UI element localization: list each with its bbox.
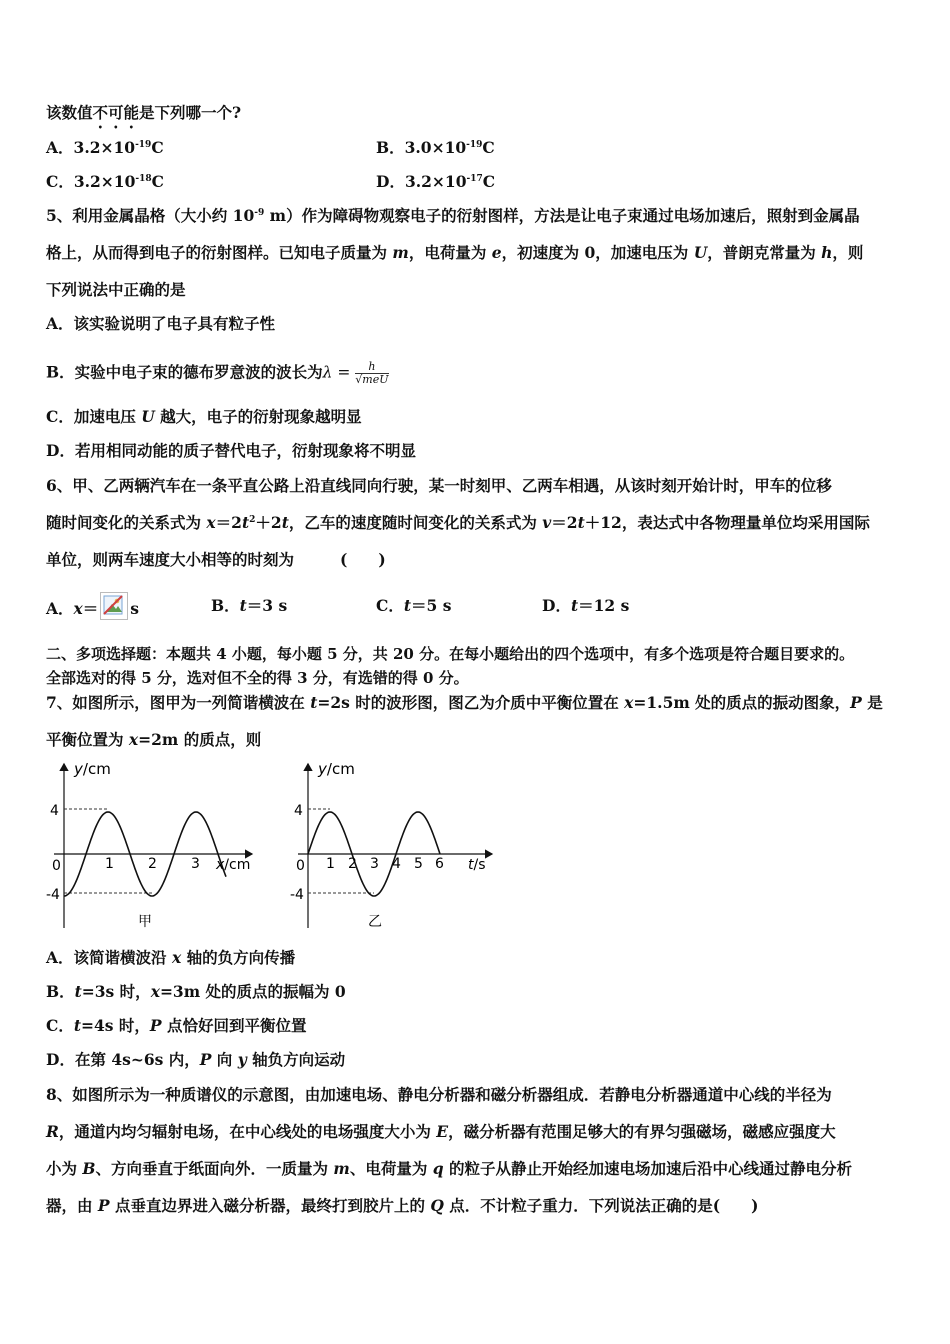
emphasis-dots: 不可能	[92, 103, 140, 122]
q4-option-c: C．$3.2\times 10^{-18}C$	[46, 172, 164, 191]
q7-stem-line1: 7、如图所示，图甲为一列简谐横波在 t=2s 时的波形图，图乙为介质中平衡位置在 x=1.5m 处的质点的振动图象，P 是	[46, 693, 883, 712]
section2-heading-line1: 二、多项选择题：本题共 4 小题，每小题 5 分，共 20 分。在每小题给出的四个选项中，有多个选项是符合题目要求的。	[46, 645, 855, 663]
q7-option-c: C．t=4s 时，P 点恰好回到平衡位置	[46, 1016, 307, 1035]
y-axis-label: y/cm	[74, 760, 111, 778]
t-tick-5: 5	[414, 856, 423, 872]
q5-stem-line1: 5、利用金属晶格（大小约 $10^{-9}$ m）作为障碍物观察电子的衍射图样，方法是让电子束通过电场加速后，照射到金属晶	[46, 206, 860, 225]
t-tick-1: 1	[326, 856, 335, 872]
q8-stem-line4: 器，由 P 点垂直边界进入磁分析器，最终打到胶片上的 Q 点．不计粒子重力．下列说法正确的是( )	[46, 1196, 759, 1215]
q6-stem-line2: 随时间变化的关系式为 $x=2t^2+2t$，乙车的速度随时间变化的关系式为 v＝2t＋12，表达式中各物理量单位均采用国际	[46, 513, 870, 532]
q5-stem-line3: 下列说法中正确的是	[46, 280, 186, 299]
wavelength-formula: $\frac{h}{\text{√meU}}$	[355, 360, 389, 386]
y-tick-4: 4	[50, 803, 59, 819]
q6-option-b: B．t＝3 s	[211, 596, 288, 615]
q7-option-a: A．该简谐横波沿 x 轴的负方向传播	[46, 948, 296, 967]
x-axis-label: x/cm	[216, 857, 251, 873]
graph-caption: 甲	[138, 914, 152, 930]
wave-graph-jia	[44, 758, 264, 938]
t-tick-4: 4	[392, 856, 401, 872]
q6-stem-line1: 6、甲、乙两辆汽车在一条平直公路上沿直线同向行驶，某一时刻甲、乙两车相遇，从该时刻开始计时，甲车的位移	[46, 476, 832, 495]
q4-option-a: A．$3.2\times 10^{-19}C$	[46, 138, 164, 157]
q8-stem-line1: 8、如图所示为一种质谱仪的示意图，由加速电场、静电分析器和磁分析器组成．若静电分析器通道中心线的半径为	[46, 1085, 832, 1104]
x-tick-2: 2	[148, 856, 157, 872]
origin-label: 0	[296, 858, 305, 874]
y-tick-neg4: -4	[46, 887, 60, 903]
origin-label: 0	[52, 858, 61, 874]
y-tick-neg4: -4	[290, 887, 304, 903]
t-tick-2: 2	[348, 856, 357, 872]
q4-stem: 该数值不可能是下列哪一个?	[46, 103, 242, 122]
q8-stem-line3: 小为 B、方向垂直于纸面向外．一质量为 m、电荷量为 q 的粒子从静止开始经加速电场加速后沿中心线通过静电分析	[46, 1159, 852, 1178]
y-tick-4: 4	[294, 803, 303, 819]
vibration-graph-yi	[288, 758, 498, 938]
q6-option-c: C．t＝5 s	[376, 596, 452, 615]
q5-option-d: D．若用相同动能的质子替代电子，衍射现象将不明显	[46, 441, 416, 460]
q8-stem-line2: R，通道内均匀辐射电场，在中心线处的电场强度大小为 E，磁分析器有范围足够大的有界匀强磁场，磁感应强度大	[46, 1122, 836, 1141]
q5-option-b: B．实验中电子束的德布罗意波的波长为λ = $\frac{h}{\text{√meU}}$	[46, 360, 389, 386]
q4-option-d: D．$3.2\times 10^{-17}C$	[376, 172, 496, 191]
section2-heading-line2: 全部选对的得 5 分，选对但不全的得 3 分，有选错的得 0 分。	[46, 669, 469, 687]
q7-option-b: B．t=3s 时，x=3m 处的质点的振幅为 0	[46, 982, 346, 1001]
q5-option-a: A．该实验说明了电子具有粒子性	[46, 314, 276, 333]
t-axis-label: t/s	[468, 857, 486, 873]
q5-option-c: C．加速电压 U 越大，电子的衍射现象越明显	[46, 407, 362, 426]
t-tick-3: 3	[370, 856, 379, 872]
y-axis-label: y/cm	[318, 760, 355, 778]
q6-option-a: A．x＝ s	[46, 596, 139, 624]
q5-stem-line2: 格上，从而得到电子的衍射图样。已知电子质量为 m，电荷量为 e，初速度为 0，加速电压为 U，普朗克常量为 h，则	[46, 243, 864, 262]
broken-image-icon	[100, 592, 128, 620]
q4-option-b: B．$3.0\times 10^{-19}C$	[376, 138, 495, 157]
q7-stem-line2: 平衡位置为 x=2m 的质点，则	[46, 730, 262, 749]
x-tick-3: 3	[191, 856, 200, 872]
x-tick-1: 1	[105, 856, 114, 872]
graph-caption: 乙	[368, 914, 382, 930]
q6-stem-line3: 单位，则两车速度大小相等的时刻为 ( )	[46, 550, 386, 569]
q6-option-d: D．t＝12 s	[542, 596, 630, 615]
q7-option-d: D．在第 4s~6s 内，P 向 y 轴负方向运动	[46, 1050, 346, 1069]
t-tick-6: 6	[435, 856, 444, 872]
